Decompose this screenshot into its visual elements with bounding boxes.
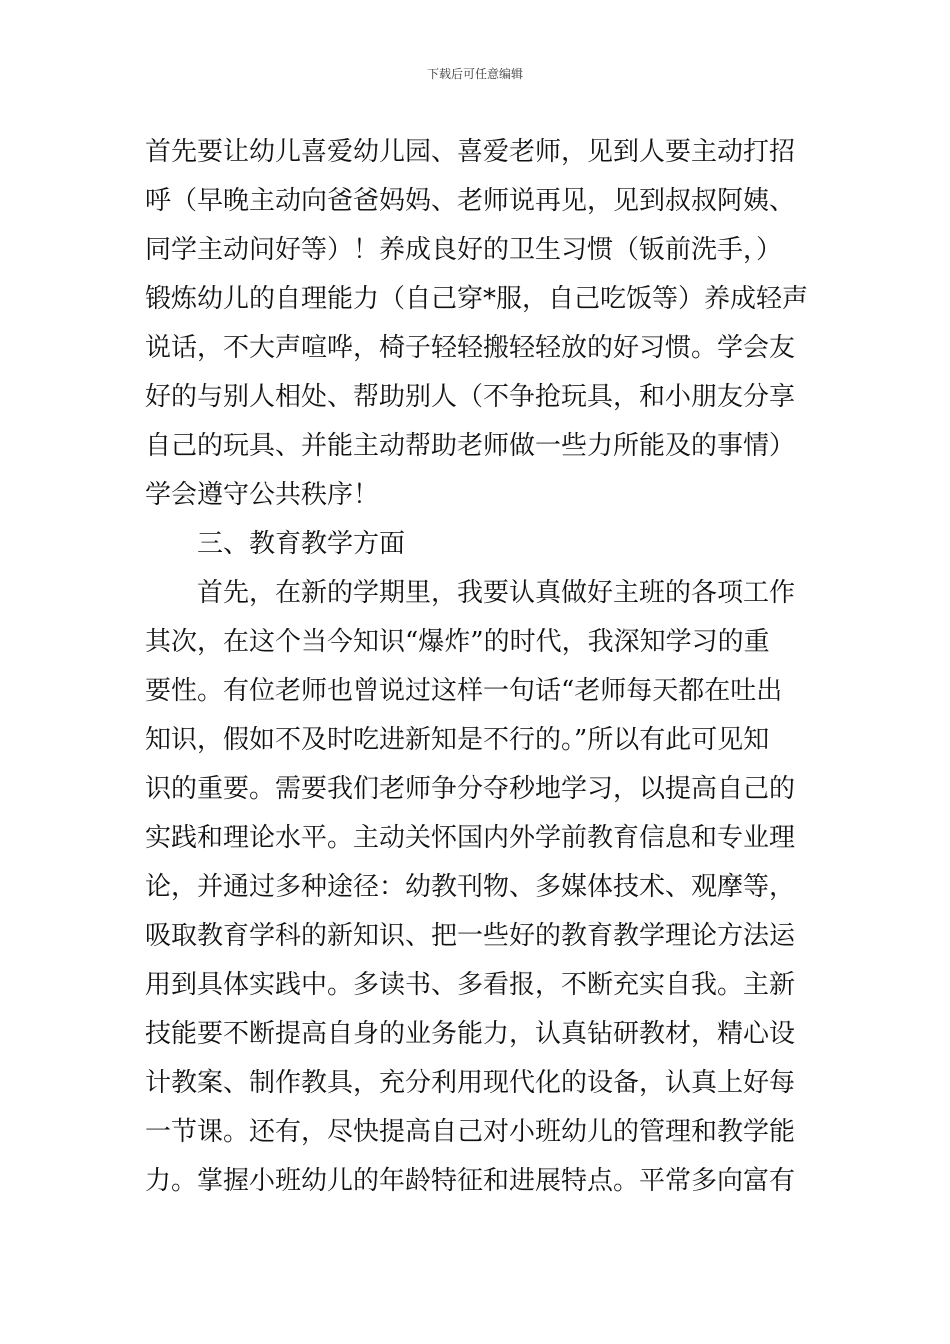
document-body [145, 128, 815, 1206]
text-line: 计教案、制作教具，充分利用现代化的设备，认真上好每 [145, 1068, 796, 1098]
text-line: 其次，在这个当今知识“爆炸”的时代，我深知学习的重 [145, 627, 770, 657]
section-heading: 三、教育教学方面 [197, 529, 406, 559]
text-line: 用到具体实践中。多读书、多看报，不断充实自我。主新 [145, 970, 796, 1000]
text-line: 自己的玩具、并能主动帮助老师做一些力所能及的事情） [145, 431, 796, 461]
text-line: 技能要不断提高自身的业务能力，认真钻研教材，精心设 [145, 1019, 796, 1049]
page-header: 下载后可任意编辑 [426, 67, 523, 81]
text-line: 学会遵守公共秩序！ [145, 480, 380, 510]
text-line: 一节课。还有，尽快提高自己对小班幼儿的管理和教学能 [145, 1117, 796, 1147]
text-line: 同学主动问好等）！养成良好的卫生习惯（钣前洗手，） [145, 235, 783, 265]
text-line: 力。掌握小班幼儿的年龄特征和进展特点。平常多向富有 [145, 1166, 796, 1196]
text-line: 说话，不大声喧哗，椅子轻轻搬轻轻放的好习惯。学会友 [145, 333, 796, 363]
text-line: 好的与别人相处、帮助别人（不争抢玩具，和小朋友分享 [145, 382, 796, 412]
text-line: 锻炼幼儿的自理能力（自己穿*服，自己吃饭等）养成轻声 [145, 284, 809, 314]
text-line: 首先，在新的学期里，我要认真做好主班的各项工作 [197, 578, 796, 608]
text-line: 实践和理论水平。主动关怀国内外学前教育信息和专业理 [145, 823, 796, 853]
text-line: 吸取教育学科的新知识、把一些好的教育教学理论方法运 [145, 921, 796, 951]
text-line: 要性。有位老师也曾说过这样一句话“老师每天都在吐出 [145, 676, 783, 706]
text-line: 知识，假如不及时吃进新知是不行的。”所以有此可见知 [145, 725, 770, 755]
text-line: 呼（早晚主动向爸爸妈妈、老师说再见，见到叔叔阿姨、 [145, 186, 796, 216]
text-line: 识的重要。需要我们老师争分夺秒地学习，以提高自己的 [145, 774, 796, 804]
text-line: 论，并通过多种途径：幼教刊物、多媒体技术、观摩等， [145, 872, 796, 902]
text-line: 首先要让幼儿喜爱幼儿园、喜爱老师，见到人要主动打招 [145, 137, 796, 167]
